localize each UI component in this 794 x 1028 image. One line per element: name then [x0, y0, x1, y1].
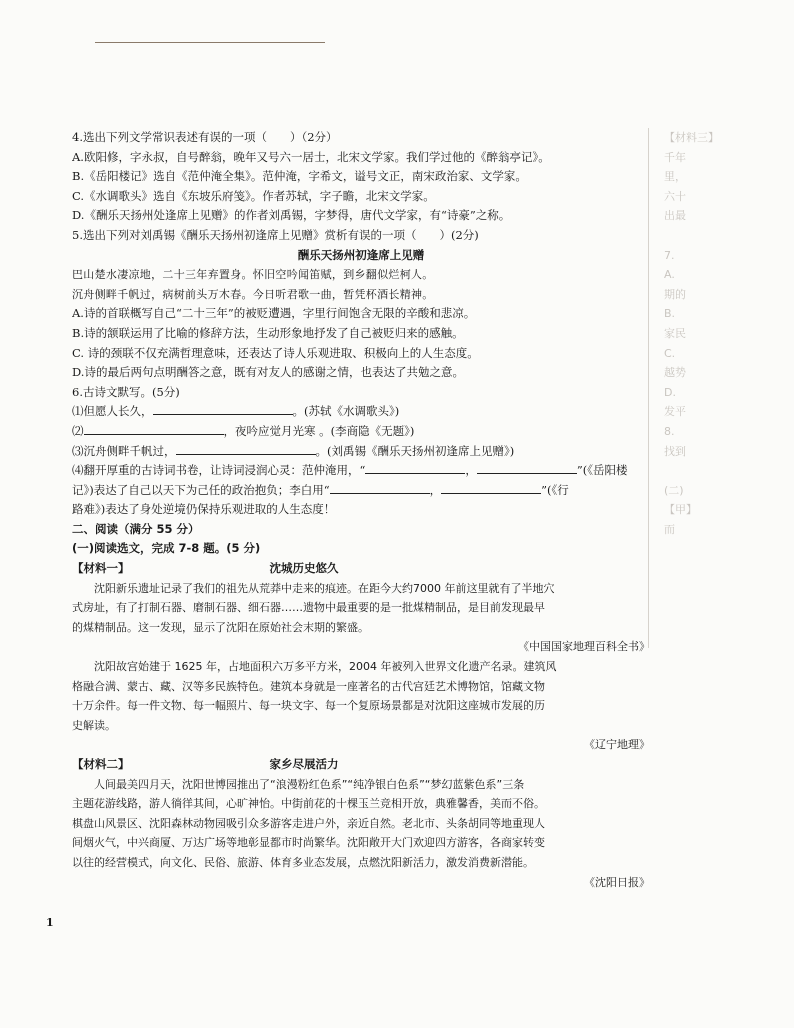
material-1-para-1 [72, 579, 650, 638]
q6-item-2-suffix: ，夜吟应觉月光寒 。(李商隐《无题》) [223, 423, 415, 438]
text-line: 式房址，有了打制石器、磨制石器、细石器……遗物中最重要的是一批煤精制品，是目前发现最早 [72, 601, 545, 615]
text-line: 格融合满、蒙古、藏、汉等多民族特色。建筑本身就是一座著名的古代宫廷艺术博物馆，馆藏文物 [72, 679, 545, 693]
q6-item-2-prefix: ⑵ [72, 423, 84, 438]
bleed-through-text: D. [664, 385, 676, 399]
q4-option-b: B.《岳阳楼记》选自《范仲淹全集》。范仲淹，字希文，谥号文正，南宋政治家、文学家。 [72, 169, 527, 184]
q6-item-1-suffix: 。(苏轼《水调歌头》) [292, 404, 400, 419]
bleed-through-text: 期的 [664, 287, 686, 301]
material-1-para-2 [72, 657, 650, 735]
answer-blank[interactable] [477, 461, 577, 474]
bleed-through-text: 7. [664, 248, 675, 262]
q6-item-4-prefix: ⑷翻开厚重的古诗词书卷，让诗词浸润心灵：范仲淹用，“ [72, 463, 366, 478]
question-6 [72, 383, 650, 520]
bleed-through-text: 六十 [664, 189, 686, 203]
material-1-tag: 【材料一】 [72, 561, 130, 576]
bleed-through-text: A. [664, 268, 675, 282]
poem-line-2: 沉舟侧畔千帆过，病树前头万木春。今日听君歌一曲，暂凭杯酒长精神。 [72, 287, 434, 301]
q5-stem: 5.选出下列对刘禹锡《酬乐天扬州初逢席上见赠》赏析有误的一项（ ）(2分) [72, 227, 479, 242]
text-line: 间烟火气，中兴商厦、万达广场等地彰显都市时尚繁华。沈阳敞开大门欢迎四方游客，各商家转变 [72, 836, 545, 850]
text-line: 沈阳故宫始建于 1625 年，占地面积六万多平方米，2004 年被列入世界文化遗产名录。建筑风 [94, 660, 557, 674]
section-heading: 二、阅读（满分 55 分） [72, 521, 200, 536]
q4-option-d: D.《酬乐天扬州处逢席上见赠》的作者刘禹锡，字梦得，唐代文学家，有“诗豪”之称。 [72, 208, 511, 223]
subsection-heading: (一)阅读选文，完成 7-8 题。(5 分) [72, 541, 261, 556]
bleed-through-text: 【材料三】 [664, 131, 719, 144]
answer-blank[interactable] [176, 442, 316, 455]
bleed-through-column [664, 128, 784, 539]
bleed-through-text: 家民 [664, 326, 686, 340]
q4-option-a: A.欧阳修，字永叔，自号醉翁，晚年又号六一居士，北宋文学家。我们学过他的《醉翁亭记》。 [72, 149, 550, 164]
bleed-through-text: 出最 [664, 209, 686, 223]
material-1-title: 沈城历史悠久 [269, 561, 339, 576]
bleed-through-text: 找到 [664, 444, 686, 458]
material-2-para [72, 775, 650, 873]
q6-item-1 [72, 402, 650, 422]
text-line: 沈阳新乐遗址记录了我们的祖先从荒莽中走来的痕迹。在距今大约7000 年前这里就有了半地穴 [94, 581, 555, 595]
bleed-through-text: 越势 [664, 366, 686, 380]
bleed-through-text: B. [664, 307, 676, 321]
q4-option-c: C.《水调歌头》选自《东坡乐府笺》。作者苏轼，字子瞻，北宋文学家。 [72, 188, 435, 203]
bleed-through-text: C. [664, 346, 676, 360]
q6-item-4-cont [72, 481, 650, 501]
q5-option-b: B.诗的颔联运用了比喻的修辞方法，生动形象地抒发了自己被贬归来的感触。 [72, 325, 464, 340]
answer-blank[interactable] [330, 481, 430, 494]
text-line: 十万余件。每一件文物、每一幅照片、每一块文字、每一个复原场景都是对沈阳这座城市发展的历 [72, 699, 545, 713]
material-1-source-2: 《辽宁地理》 [584, 738, 650, 752]
text-line: 史解读。 [72, 718, 116, 732]
q6-item-2 [72, 422, 650, 442]
text-line: 主题花游线路，游人徜徉其间，心旷神怡。中街前花的十棵玉兰竞相开放，典雅馨香，美而不俗。 [72, 797, 545, 811]
material-1-source-1: 《中国国家地理百科全书》 [518, 640, 650, 654]
page-content [72, 128, 650, 892]
material-2-header [72, 755, 650, 775]
text-line: 以往的经营模式，向文化、民俗、旅游、体育多业态发展，点燃沈阳新活力，激发消费新潜能。 [72, 855, 534, 869]
bleed-through-text: 发平 [664, 405, 686, 419]
q6-item-4 [72, 461, 650, 481]
page-number: 1 [46, 916, 54, 929]
q5-option-a: A.诗的首联概写自己“二十三年”的被贬遭遇，字里行间饱含无限的辛酸和悲凉。 [72, 306, 476, 321]
answer-blank[interactable] [441, 481, 541, 494]
bleed-through-text: 千年 [664, 150, 686, 164]
answer-blank[interactable] [365, 461, 465, 474]
q6-item-4-mid: ， [465, 463, 477, 478]
poem-title: 酬乐天扬州初逢席上见赠 [297, 247, 425, 262]
bleed-through-text [664, 226, 784, 246]
material-2 [72, 755, 650, 892]
answer-blank[interactable] [84, 422, 224, 435]
q5-option-c: C. 诗的颈联不仅充满哲理意味，还表达了诗人乐观进取、积极向上的人生态度。 [72, 345, 479, 360]
question-4 [72, 128, 650, 226]
text-line: 棋盘山风景区、沈阳森林动物园吸引众多游客走进户外，亲近自然。老北市、头条胡同等地重现人 [72, 816, 545, 830]
q6-stem: 6.古诗文默写。(5分) [72, 384, 180, 399]
poem-line-1: 巴山楚水凄凉地，二十三年弃置身。怀旧空吟闻笛赋，到乡翻似烂柯人。 [72, 268, 434, 282]
q6-item-4-cont-prefix: 记》)表达了自己以天下为己任的政治抱负；李白用“ [72, 482, 330, 497]
answer-blank[interactable] [153, 402, 293, 415]
material-2-title: 家乡尽展活力 [269, 757, 339, 771]
q6-item-4-end: 路难》)表达了身处逆境仍保持乐观进取的人生态度！ [72, 502, 336, 517]
q4-stem: 4.选出下列文学常识表述有误的一项（ ）（2分） [72, 130, 338, 144]
text-line: 的煤精制品。这一发现，显示了沈阳在原始社会末期的繁盛。 [72, 620, 369, 634]
q6-item-3-suffix: 。(刘禹锡《酬乐天扬州初逢席上见赠》) [315, 443, 515, 458]
bleed-through-text [664, 461, 784, 481]
material-2-source: 《沈阳日报》 [584, 875, 650, 889]
q6-item-4-cont-mid: ， [429, 482, 442, 497]
q5-option-d: D.诗的最后两句点明酬答之意，既有对友人的感谢之情，也表达了共勉之意。 [72, 365, 464, 380]
q6-item-1-prefix: ⑴但愿人长久， [72, 404, 153, 419]
q6-item-3 [72, 442, 650, 462]
header-rule [95, 42, 325, 43]
material-1 [72, 559, 650, 755]
text-line: 人间最美四月天，沈阳世博园推出了“浪漫粉红色系”“纯净银白色系”“梦幻蓝紫色系”三条 [94, 777, 525, 791]
q6-item-4-suffix: ”(《岳阳楼 [576, 463, 628, 478]
bleed-through-text: 8. [664, 424, 675, 438]
question-5 [72, 226, 650, 383]
bleed-through-text: 里， [664, 170, 686, 184]
material-1-header [72, 559, 650, 579]
bleed-through-text: 而 [664, 522, 675, 536]
bleed-through-text: (二) [664, 483, 684, 497]
material-2-tag: 【材料二】 [72, 757, 130, 771]
bleed-through-text: 【甲】 [664, 503, 697, 517]
q6-item-3-prefix: ⑶沉舟侧畔千帆过， [72, 443, 176, 458]
q6-item-4-cont-suffix: ”(《行 [541, 482, 569, 497]
